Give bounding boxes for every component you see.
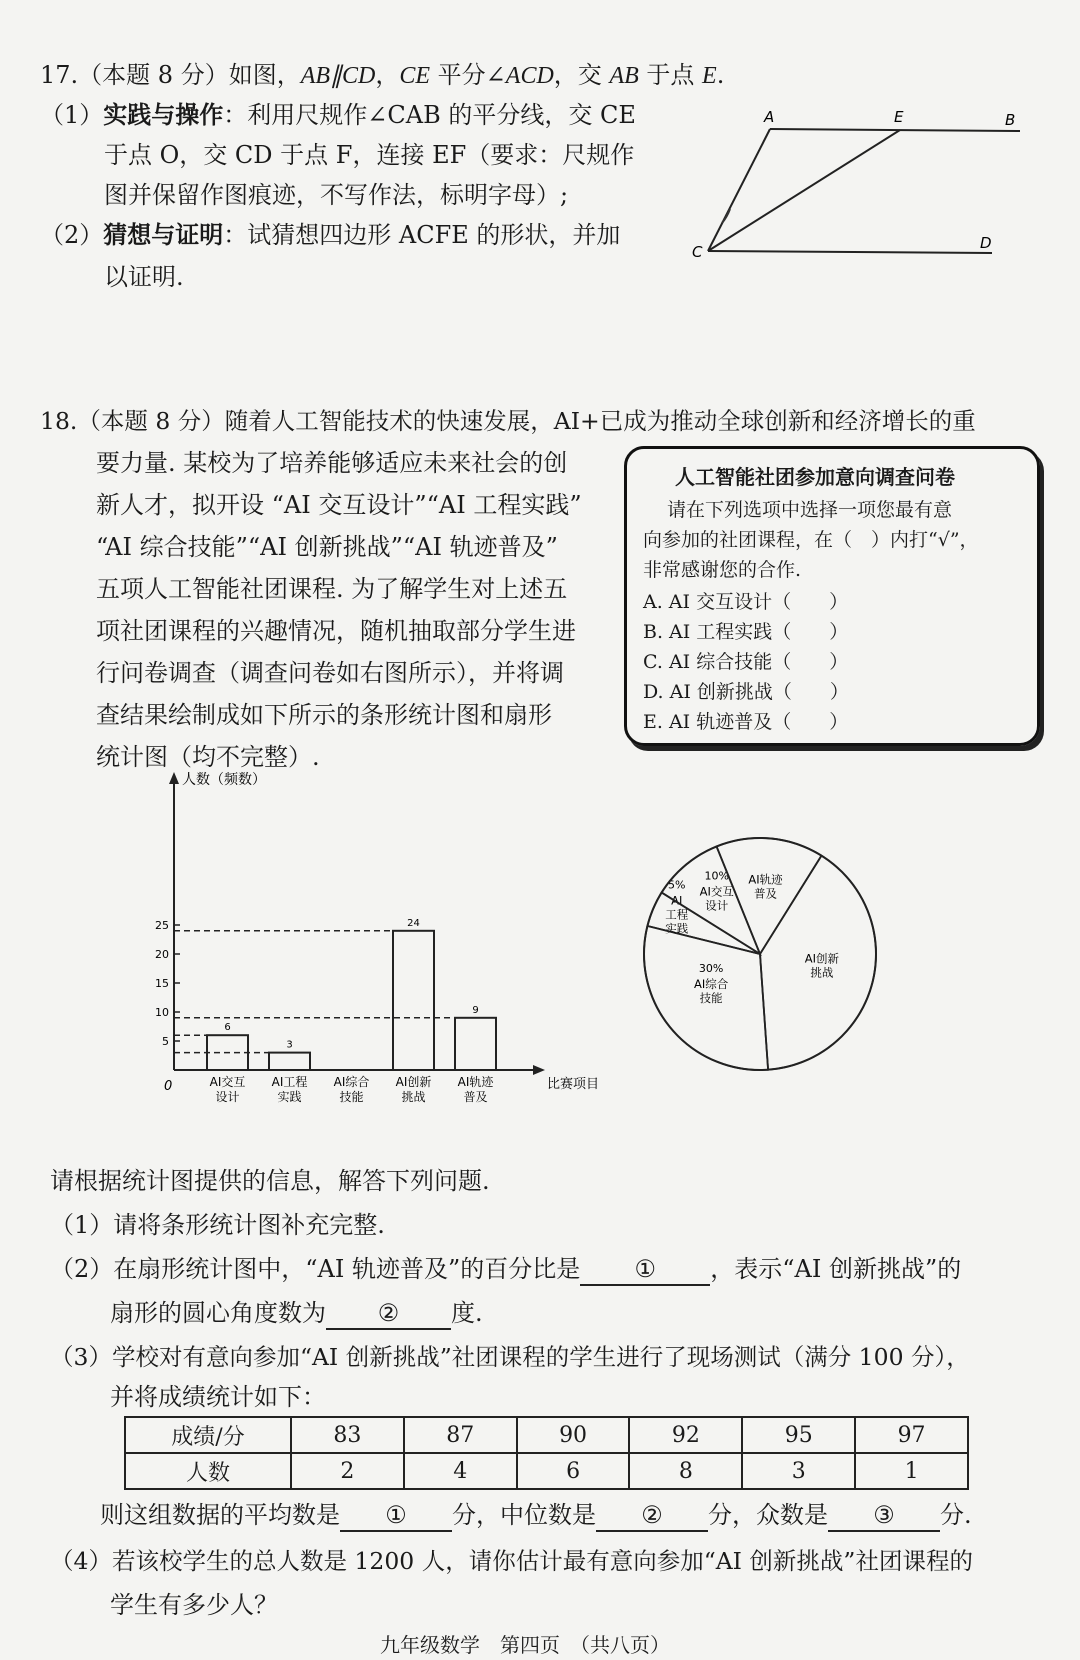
y-tick-label: 10 xyxy=(155,1006,169,1019)
table-row-header: 人数 xyxy=(125,1453,291,1489)
q17-stem-g: ，交 xyxy=(553,61,610,89)
q17-part1-number: （1） xyxy=(40,101,104,129)
survey-intro-line1: 请在下列选项中选择一项您最有意 xyxy=(667,499,953,521)
survey-intro-line3: 非常感谢您的合作. xyxy=(643,559,802,581)
pie-slice-label: 技能 xyxy=(699,991,723,1006)
q18-stem-line: “AI 综合技能”“AI 创新挑战”“AI 轨迹普及” xyxy=(96,533,558,561)
bar xyxy=(455,1018,496,1070)
q18-sub3-line2: 并将成绩统计如下： xyxy=(110,1383,326,1411)
table-cell: 83 xyxy=(291,1417,404,1453)
answer-blank[interactable]: ① xyxy=(340,1500,452,1532)
table-row xyxy=(125,1453,968,1489)
q17-stem-j: E xyxy=(702,63,717,89)
x-tick-label: AI轨迹 xyxy=(457,1075,494,1089)
x-tick-label: AI综合 xyxy=(333,1075,370,1089)
arc-mark xyxy=(722,209,730,223)
pie-slice-label: 设计 xyxy=(705,898,729,913)
q18-sub4-line1: （4）若该校学生的总人数是 1200 人，请你估计最有意向参加“AI 创新挑战”社团课程的 xyxy=(50,1547,973,1575)
q17-part1-line3: 图并保留作图痕迹，不写作法，标明字母）; xyxy=(104,181,569,209)
q18-sub2-text-d: 度. xyxy=(451,1299,483,1327)
q17-stem-c: ， xyxy=(375,61,400,89)
y-tick-label: 5 xyxy=(162,1035,169,1048)
y-axis-label: 人数（频数） xyxy=(182,772,266,788)
table-cell: 97 xyxy=(855,1417,968,1453)
pie-slice-label: AI交互 xyxy=(699,884,734,899)
survey-title: 人工智能社团参加意向调查问卷 xyxy=(675,465,955,489)
pie-slice-label: AI创新 xyxy=(804,951,840,966)
point-label-a: A xyxy=(764,108,775,126)
q17-part1-line1 xyxy=(40,100,636,130)
x-tick-label: 实践 xyxy=(277,1090,302,1104)
bar-value-label: 9 xyxy=(472,1004,479,1016)
point-label-b: B xyxy=(1005,111,1016,129)
table-row-header: 成绩/分 xyxy=(125,1417,291,1453)
q18-sub2-line2 xyxy=(110,1298,483,1330)
x-tick-label: 技能 xyxy=(339,1090,364,1104)
q18-sub3-answers xyxy=(100,1500,972,1532)
x-axis-arrow xyxy=(533,1065,545,1075)
q18-sub3-line1: （3）学校对有意向参加“AI 创新挑战”社团课程的学生进行了现场测试（满分 100 分）， xyxy=(50,1343,970,1371)
table-cell: 1 xyxy=(855,1453,968,1489)
q17-part2-line1 xyxy=(40,220,620,250)
bar-value-label: 24 xyxy=(407,917,420,929)
pie-slice-label: AI xyxy=(671,893,683,908)
q18-sub3-text-f: 分. xyxy=(940,1501,972,1529)
segment-ce xyxy=(708,130,900,251)
answer-blank[interactable]: ② xyxy=(326,1298,451,1330)
answer-blank[interactable]: ② xyxy=(596,1500,708,1532)
y-tick-label: 15 xyxy=(155,977,169,990)
x-tick-label: 设计 xyxy=(215,1090,240,1104)
q17-part1-text: ：利用尺规作∠CAB 的平分线，交 CE xyxy=(223,101,636,129)
table-cell: 4 xyxy=(404,1453,517,1489)
q18-sub3-text-d: 分，中位数是 xyxy=(452,1501,596,1529)
q18-sub3-text-e: 分，众数是 xyxy=(708,1501,828,1529)
survey-option-c: C. AI 综合技能（ ） xyxy=(643,651,849,673)
q18-stem-line: 新人才，拟开设 “AI 交互设计”“AI 工程实践” xyxy=(96,491,582,519)
pie-chart xyxy=(640,830,920,1110)
q18-sub2-text-b: ，表示“AI 创新挑战”的 xyxy=(710,1255,962,1283)
table-cell: 90 xyxy=(517,1417,630,1453)
q17-stem-b: AB∥CD xyxy=(300,63,376,89)
q18-sub4-line2: 学生有多少人？ xyxy=(110,1591,278,1619)
pie-slice-label: 实践 xyxy=(665,921,689,936)
table-row xyxy=(125,1417,968,1453)
score-table xyxy=(124,1416,969,1490)
q17-stem-a: 17.（本题 8 分）如图， xyxy=(40,61,301,89)
x-tick-label: AI工程 xyxy=(271,1075,308,1089)
answer-blank[interactable]: ③ xyxy=(828,1500,940,1532)
origin-label: 0 xyxy=(164,1079,173,1094)
pie-slice-label: AI综合 xyxy=(693,977,729,992)
pie-slice-label: 挑战 xyxy=(810,965,834,980)
bar xyxy=(269,1053,310,1070)
q18-stem-line: 五项人工智能社团课程. 为了解学生对上述五 xyxy=(96,575,568,603)
q17-stem-i: 于点 xyxy=(638,61,703,89)
x-axis-label: 比赛项目 xyxy=(547,1077,600,1092)
table-cell: 87 xyxy=(404,1417,517,1453)
x-tick-label: 挑战 xyxy=(401,1090,426,1104)
q18-stem-line1: 18.（本题 8 分）随着人工智能技术的快速发展，AI+已成为推动全球创新和经济增长的重 xyxy=(40,407,976,435)
bar-chart xyxy=(150,768,610,1168)
pie-slice-label: 工程 xyxy=(665,907,689,922)
pie-percent-label: 30% xyxy=(698,962,724,976)
point-label-d: D xyxy=(980,234,992,252)
table-cell: 8 xyxy=(629,1453,742,1489)
q18-stem-line: 查结果绘制成如下所示的条形统计图和扇形 xyxy=(96,701,552,729)
line-cd xyxy=(708,251,992,253)
q17-part2-line2: 以证明. xyxy=(104,263,184,291)
survey-option-d: D. AI 创新挑战（ ） xyxy=(643,681,849,703)
bar xyxy=(393,931,434,1070)
survey-option-e: E. AI 轨迹普及（ ） xyxy=(643,711,849,733)
q17-part2-number: （2） xyxy=(40,221,104,249)
y-axis-arrow xyxy=(169,772,179,784)
survey-questionnaire-box xyxy=(624,446,1040,746)
table-cell: 2 xyxy=(291,1453,404,1489)
survey-option-b: B. AI 工程实践（ ） xyxy=(643,621,849,643)
q17-part1-heading: 实践与操作 xyxy=(103,100,224,129)
bar-value-label: 3 xyxy=(286,1039,293,1051)
line-ab xyxy=(770,129,1020,131)
table-cell: 95 xyxy=(742,1417,855,1453)
point-label-e: E xyxy=(894,108,904,126)
q18-sub3-text-c: 则这组数据的平均数是 xyxy=(100,1501,340,1529)
x-tick-label: AI创新 xyxy=(395,1075,432,1089)
answer-blank[interactable]: ① xyxy=(580,1254,710,1286)
q18-stem-line: 要力量. 某校为了培养能够适应未来社会的创 xyxy=(96,449,568,477)
q18-stem-line: 统计图（均不完整）. xyxy=(96,743,320,771)
q18-sub2-text-a: （2）在扇形统计图中，“AI 轨迹普及”的百分比是 xyxy=(50,1255,581,1283)
q17-part2-heading: 猜想与证明 xyxy=(103,220,224,249)
q17-stem-d: CE xyxy=(399,63,431,89)
table-cell: 92 xyxy=(629,1417,742,1453)
x-tick-label: 普及 xyxy=(463,1090,488,1104)
q17-stem-f: ACD xyxy=(505,63,554,89)
pie-slice-label: 普及 xyxy=(754,886,778,901)
x-tick-label: AI交互 xyxy=(209,1075,246,1089)
q18-sub2-line1 xyxy=(50,1254,961,1286)
survey-option-a: A. AI 交互设计（ ） xyxy=(643,591,849,613)
q17-part1-line2: 于点 O，交 CD 于点 F，连接 EF（要求：尺规作 xyxy=(104,141,635,169)
y-tick-label: 20 xyxy=(155,948,169,961)
y-tick-label: 25 xyxy=(155,919,169,932)
q17-stem xyxy=(40,60,724,91)
q17-part2-text: ：试猜想四边形 ACFE 的形状，并加 xyxy=(223,221,621,249)
q17-stem-e: 平分∠ xyxy=(430,61,506,89)
q18-sub1: （1）请将条形统计图补充完整. xyxy=(50,1211,385,1239)
q17-stem-h: AB xyxy=(609,63,639,89)
point-label-c: C xyxy=(692,243,703,261)
bar-value-label: 6 xyxy=(224,1022,231,1034)
table-cell: 6 xyxy=(517,1453,630,1489)
pie-slice-label: AI轨迹 xyxy=(748,872,783,887)
q18-sub2-text-c: 扇形的圆心角度数为 xyxy=(110,1299,326,1327)
table-cell: 3 xyxy=(742,1453,855,1489)
segment-ac xyxy=(708,129,770,251)
page-footer: 九年级数学 第四页 （共八页） xyxy=(380,1633,670,1657)
q18-stem-line: 项社团课程的兴趣情况，随机抽取部分学生进 xyxy=(96,617,576,645)
survey-intro-line2: 向参加的社团课程，在（ ）内打“√”， xyxy=(643,529,979,551)
q18-stem-line: 行问卷调查（调查问卷如右图所示），并将调 xyxy=(96,659,564,687)
q17-stem-k: . xyxy=(716,61,725,89)
pie-percent-label: 5% xyxy=(667,878,686,892)
q18-prompt: 请根据统计图提供的信息，解答下列问题. xyxy=(50,1167,490,1195)
pie-percent-label: 10% xyxy=(704,869,729,883)
q17-geometry-figure xyxy=(680,105,1040,265)
